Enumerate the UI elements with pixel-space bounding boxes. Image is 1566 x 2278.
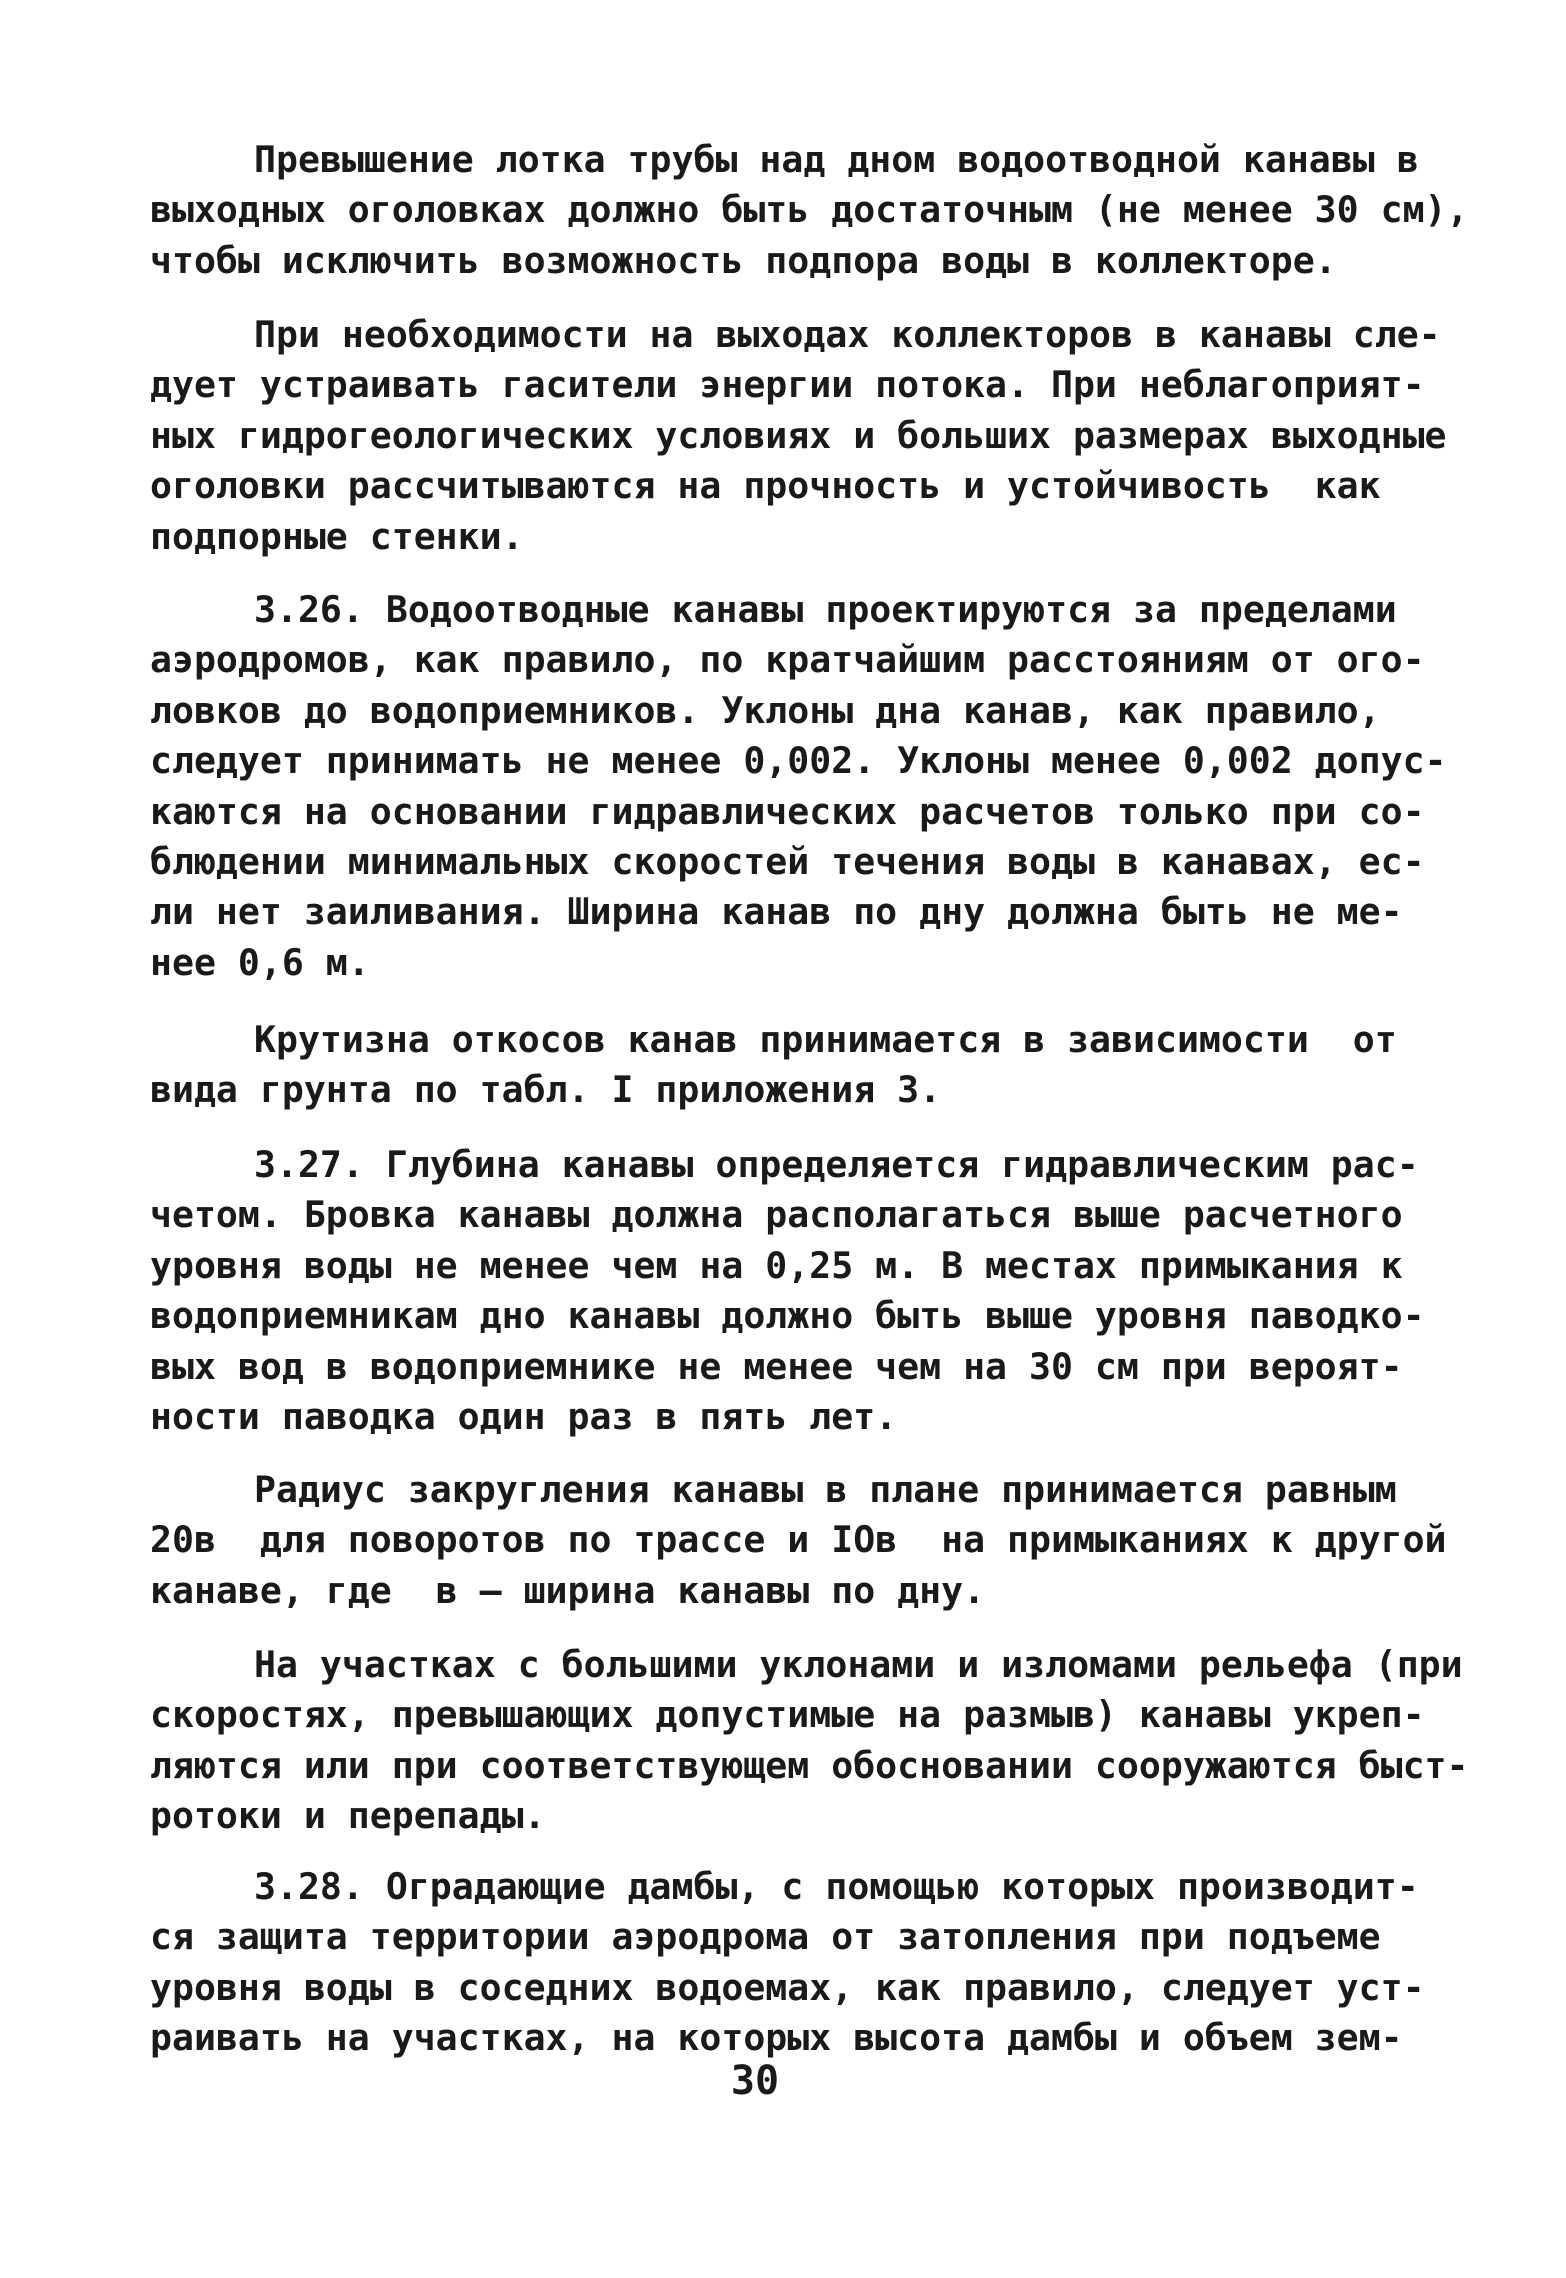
text-line: водоприемникам дно канавы должно быть выше уровня паводко- [150,1294,1425,1338]
text-line: вида грунта по табл. I приложения 3. [150,1068,942,1112]
text-line: 20в для поворотов по трассе и IOв на примыканиях к другой [150,1518,1447,1562]
text-line: Радиус закругления канавы в плане принимается равным [254,1468,1397,1511]
text-line: ли нет заиливания. Ширина канав по дну должна быть не ме- [150,890,1403,934]
text-line: При необходимости на выходах коллекторов в канавы сле- [254,313,1441,356]
paragraph-3-26 [150,585,1447,988]
text-line: четом. Бровка канавы должна располагаться выше расчетного [150,1193,1403,1237]
text-line: уровня воды в соседних водоемах, как правило, следует уст- [150,1965,1425,2009]
text-line: ляются или при соответствующем обосновании сооружаются быст- [150,1743,1469,1787]
paragraph-3-28 [150,1862,1425,2064]
text-line: 3.27. Глубина канавы определяется гидравлическим рас- [254,1143,1419,1186]
text-line: следует принимать не менее 0,002. Уклоны менее 0,002 допус- [150,739,1447,783]
text-line: аэродромов, как правило, по кратчайшим расстояниям от ого- [150,638,1425,682]
text-line: 3.26. Водоотводные канавы проектируются за пределами [254,588,1397,631]
text-line: Крутизна откосов канав принимается в зависимости от [254,1018,1397,1061]
text-line: раивать на участках, на которых высота дамбы и объем зем- [150,2016,1403,2060]
paragraph-7 [150,1640,1469,1842]
text-line: скоростях, превышающих допустимые на размыв) канавы укреп- [150,1693,1425,1737]
text-line: вых вод в водоприемнике не менее чем на 30 см при вероят- [150,1344,1403,1388]
text-line: нее 0,6 м. [150,940,370,984]
text-line: На участках с большими уклонами и изломами рельефа (при [254,1643,1463,1686]
paragraph-4 [150,1015,1397,1116]
paragraph-6 [150,1465,1447,1616]
text-line: канаве, где в – ширина канавы по дну. [150,1568,986,1612]
text-line: чтобы исключить возможность подпора воды в коллекторе. [150,238,1337,282]
text-line: каются на основании гидравлических расчетов только при со- [150,789,1425,833]
paragraph-2 [150,310,1447,562]
text-line: блюдении минимальных скоростей течения воды в канавах, ес- [150,840,1425,884]
text-line: уровня воды не менее чем на 0,25 м. В местах примыкания к [150,1243,1403,1287]
text-line: дует устраивать гасители энергии потока. При неблагоприят- [150,363,1425,407]
text-line: ся защита территории аэродрома от затопления при подъеме [150,1915,1381,1959]
text-line: ротоки и перепады. [150,1794,546,1838]
text-line: выходных оголовках должно быть достаточным (не менее 30 см), [150,188,1469,232]
text-line: ловков до водоприемников. Уклоны дна канав, как правило, [150,688,1381,732]
text-line: оголовки рассчитываются на прочность и устойчивость как [150,464,1381,508]
text-line: подпорные стенки. [150,514,524,558]
text-line: ных гидрогеологических условиях и больших размерах выходные [150,413,1447,457]
text-line: Превышение лотка трубы над дном водоотводной канавы в [254,138,1419,181]
paragraph-3-27 [150,1140,1425,1442]
page-number: 30 [730,2058,780,2104]
paragraph-1 [150,135,1469,286]
text-line: 3.28. Оградающие дамбы, с помощью которых производит- [254,1865,1419,1908]
text-line: ности паводка один раз в пять лет. [150,1395,898,1439]
